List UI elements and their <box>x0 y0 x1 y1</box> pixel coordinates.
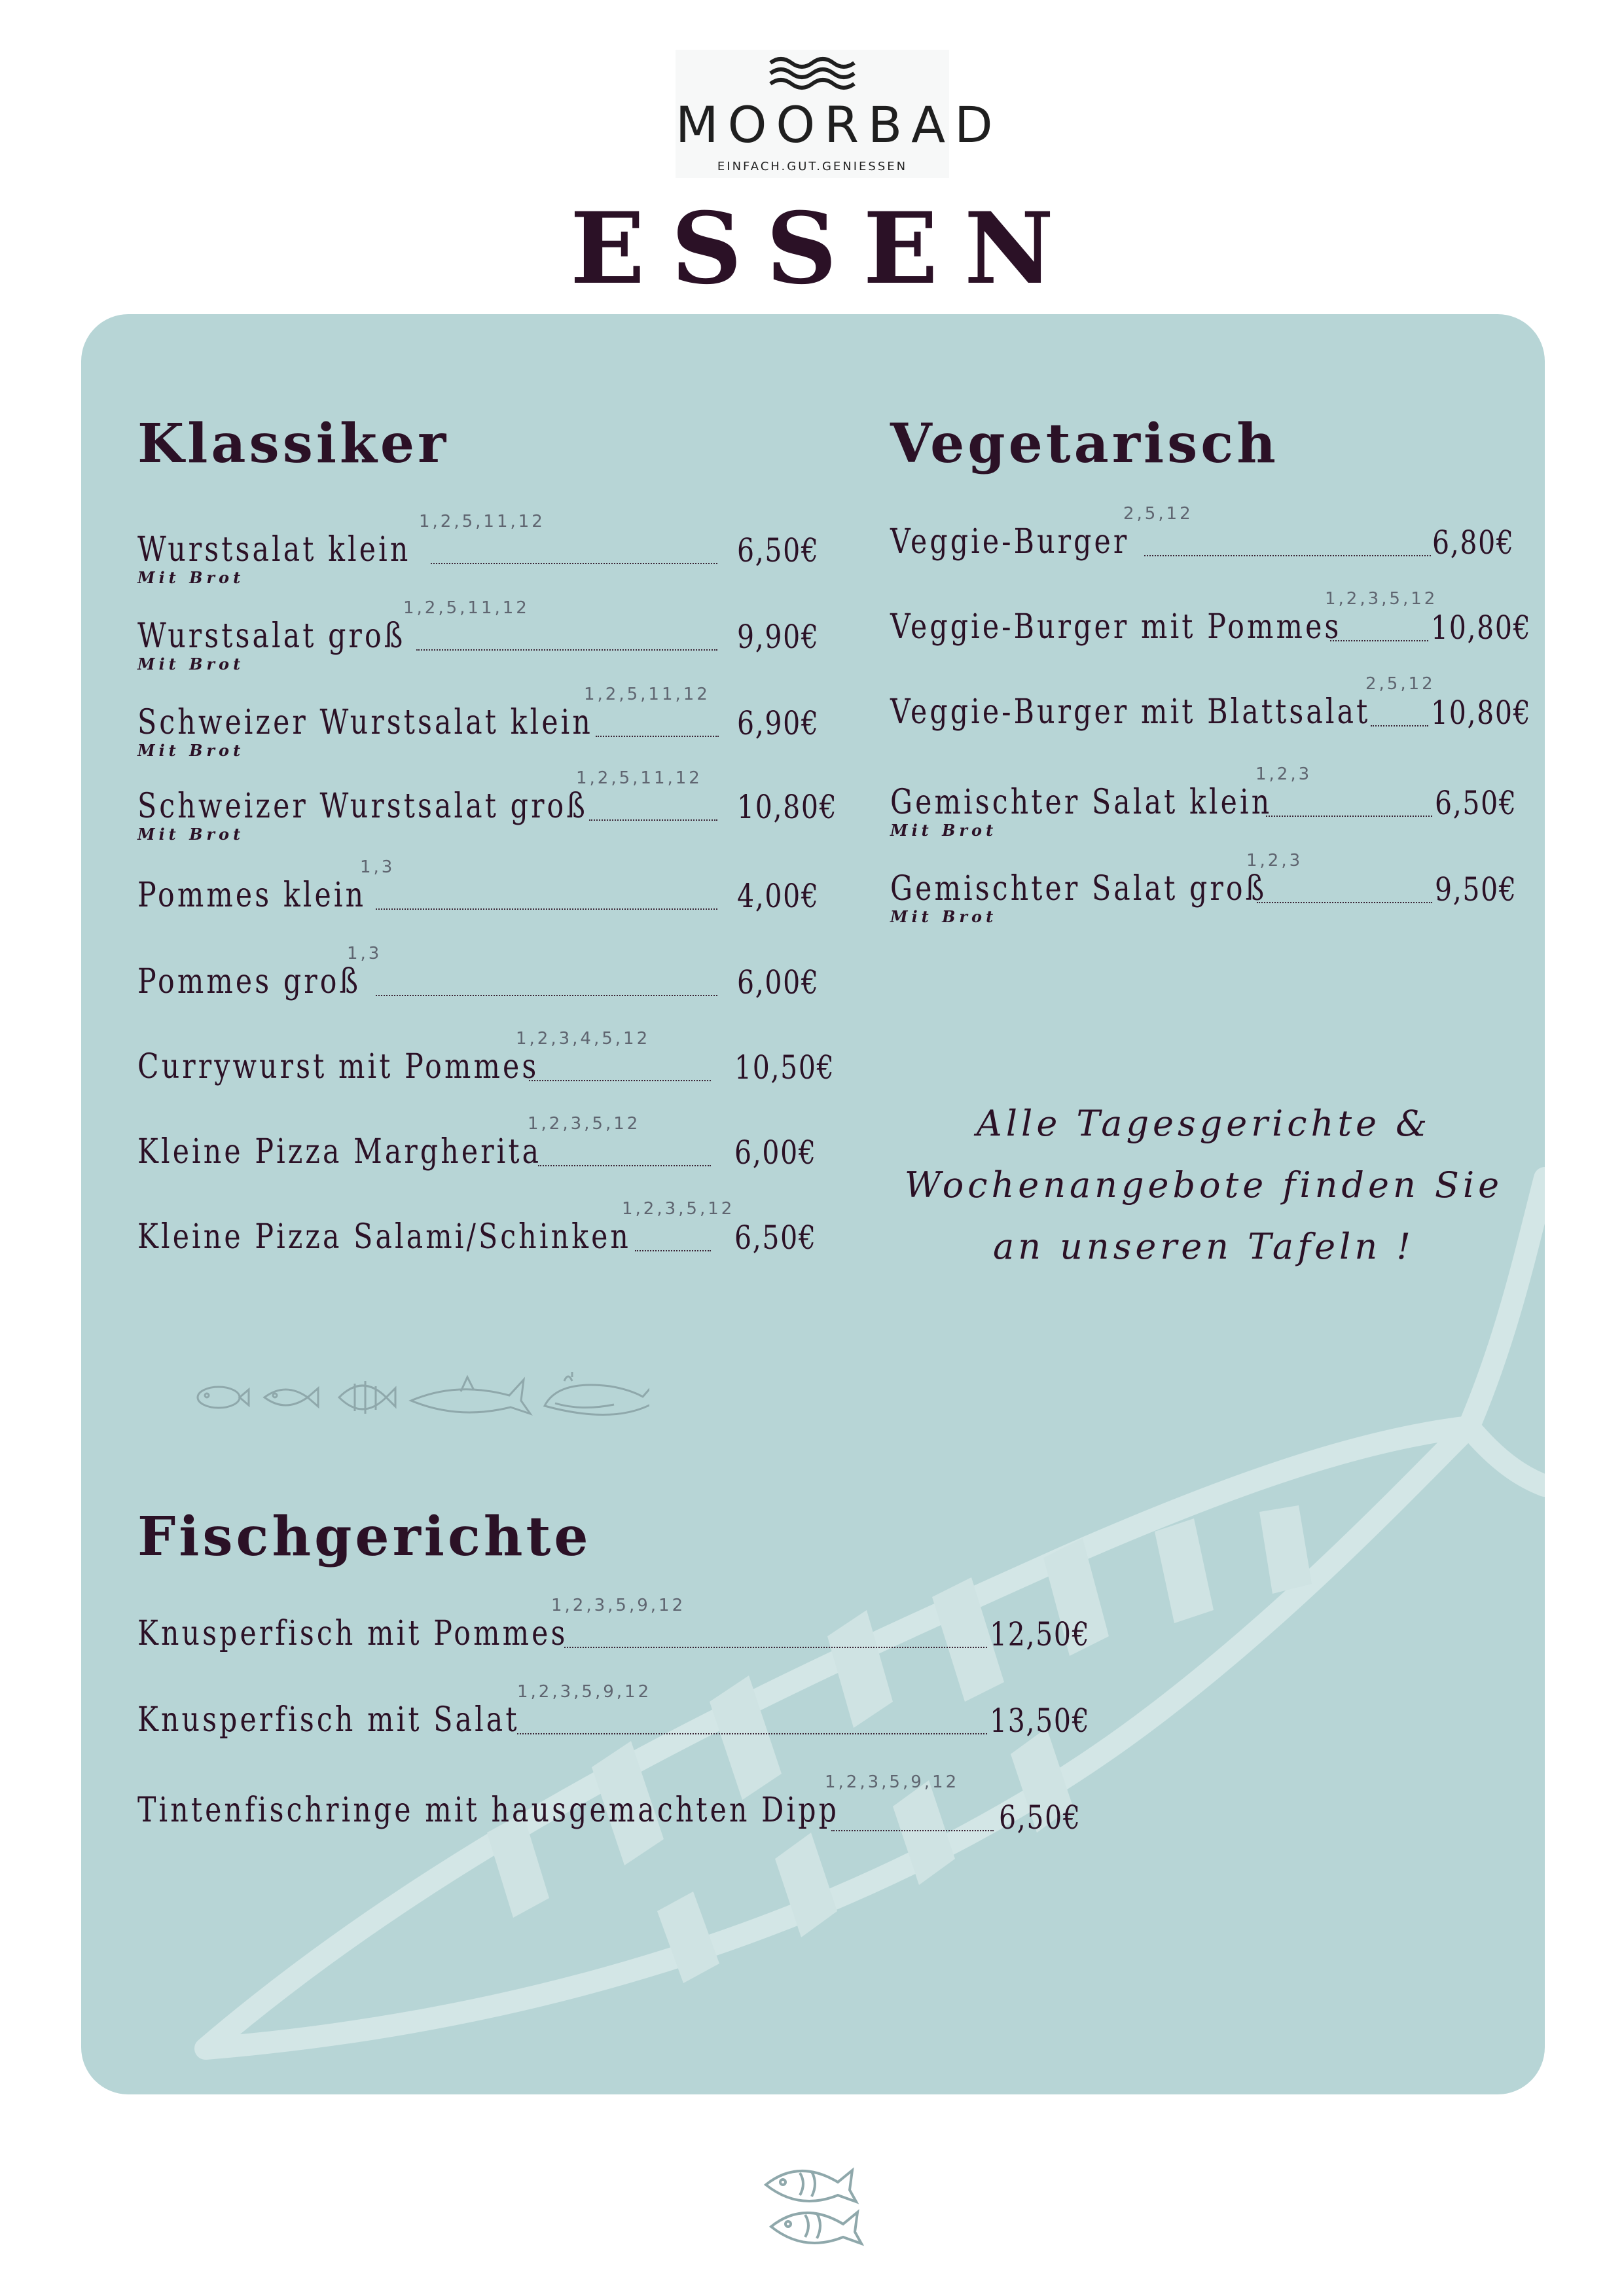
dotted-leader <box>1266 816 1432 817</box>
two-fish-icon <box>759 2153 864 2258</box>
item-price: 6,50€ <box>1435 784 1517 822</box>
note-line: an unseren Tafeln ! <box>993 1226 1415 1267</box>
dotted-leader <box>376 995 717 996</box>
menu-item <box>890 674 1532 771</box>
item-price: 6,50€ <box>999 1799 1081 1837</box>
menu-item <box>137 1682 1119 1779</box>
dotted-leader <box>831 1830 994 1831</box>
menu-item <box>137 857 820 954</box>
item-name: Wurstsalat groß <box>137 617 406 656</box>
item-name: Veggie-Burger mit Blattsalat <box>890 692 1371 732</box>
item-allergens: 1,3 <box>347 944 382 963</box>
item-note: Mit Brot <box>890 821 998 840</box>
item-name: Currywurst mit Pommes <box>137 1047 539 1086</box>
dotted-leader <box>376 908 717 910</box>
item-price: 6,00€ <box>737 963 820 1001</box>
item-price: 10,50€ <box>734 1049 835 1086</box>
menu-item <box>137 512 820 609</box>
fish-icon <box>264 1388 318 1407</box>
item-allergens: 1,2,5,11,12 <box>584 685 710 704</box>
dotted-leader <box>1330 640 1428 641</box>
item-price: 10,80€ <box>1431 609 1532 647</box>
wave-icon <box>767 55 859 93</box>
daily-specials-note <box>873 1093 1534 1278</box>
dotted-leader <box>538 1165 711 1166</box>
dotted-leader <box>416 649 717 651</box>
small-fish-icon <box>198 1387 249 1408</box>
note-line: Wochenangebote finden Sie <box>904 1164 1504 1206</box>
item-price: 4,00€ <box>737 877 820 915</box>
item-allergens: 1,2,3,5,12 <box>622 1199 735 1219</box>
item-name: Veggie-Burger <box>890 522 1130 562</box>
dotted-leader <box>529 1080 711 1081</box>
menu-panel <box>81 314 1545 2094</box>
item-allergens: 1,2,3,5,9,12 <box>551 1596 686 1615</box>
item-note: Mit Brot <box>890 907 998 926</box>
dotted-leader <box>431 563 717 564</box>
item-name: Schweizer Wurstsalat klein <box>137 703 593 742</box>
menu-item <box>137 944 820 1041</box>
item-name: Gemischter Salat groß <box>890 869 1267 908</box>
item-name: Kleine Pizza Margherita <box>137 1132 542 1172</box>
section-title-vegetarisch: Vegetarisch <box>890 412 1279 475</box>
item-price: 13,50€ <box>990 1702 1091 1740</box>
page-title: ESSEN <box>569 191 1081 306</box>
item-name: Gemischter Salat klein <box>890 783 1272 822</box>
item-allergens: 1,2,3,4,5,12 <box>516 1029 651 1049</box>
item-allergens: 1,2,5,11,12 <box>419 512 545 531</box>
dotted-leader <box>1144 555 1431 556</box>
menu-item <box>137 1772 1119 1869</box>
whale-icon <box>545 1372 649 1415</box>
item-allergens: 1,2,3,5,9,12 <box>825 1772 960 1792</box>
item-note: Mit Brot <box>137 568 245 587</box>
item-name: Knusperfisch mit Pommes <box>137 1614 568 1653</box>
logo-tagline: EINFACH.GUT.GENIESSEN <box>717 160 908 173</box>
item-allergens: 2,5,12 <box>1365 674 1435 694</box>
logo <box>676 50 1002 178</box>
item-allergens: 1,2,5,11,12 <box>576 768 702 788</box>
item-price: 10,80€ <box>737 788 838 826</box>
item-price: 9,90€ <box>737 618 820 656</box>
item-allergens: 1,2,3 <box>1246 851 1303 870</box>
item-price: 6,50€ <box>734 1219 817 1257</box>
section-title-fischgerichte: Fischgerichte <box>137 1505 592 1568</box>
dotted-leader <box>596 736 719 737</box>
section-title-klassiker: Klassiker <box>137 412 450 475</box>
item-allergens: 1,3 <box>360 857 395 877</box>
item-name: Pommes klein <box>137 876 367 915</box>
item-allergens: 1,2,5,11,12 <box>403 598 530 618</box>
item-name: Kleine Pizza Salami/Schinken <box>137 1217 631 1257</box>
item-name: Pommes groß <box>137 962 361 1001</box>
item-note: Mit Brot <box>137 741 245 760</box>
dotted-leader <box>1371 725 1428 726</box>
menu-item <box>137 1029 835 1126</box>
menu-item <box>890 764 1519 861</box>
dotted-leader <box>635 1250 711 1251</box>
item-name: Veggie-Burger mit Pommes <box>890 607 1342 647</box>
item-allergens: 2,5,12 <box>1123 504 1193 524</box>
note-line: Alle Tagesgerichte & <box>976 1103 1432 1144</box>
shark-icon <box>411 1377 530 1414</box>
item-price: 6,00€ <box>734 1134 817 1172</box>
fish-icon-row <box>191 1368 649 1427</box>
item-price: 6,80€ <box>1432 524 1515 562</box>
item-note: Mit Brot <box>137 825 245 844</box>
item-name: Tintenfischringe mit hausgemachten Dipp <box>137 1791 839 1830</box>
item-allergens: 1,2,3,5,12 <box>1325 589 1438 609</box>
dotted-leader <box>589 819 717 821</box>
item-note: Mit Brot <box>137 655 245 673</box>
item-allergens: 1,2,3,5,9,12 <box>517 1682 652 1702</box>
item-name: Wurstsalat klein <box>137 530 411 569</box>
item-price: 6,50€ <box>737 531 820 569</box>
item-price: 12,50€ <box>990 1615 1091 1653</box>
item-name: Knusperfisch mit Salat <box>137 1700 520 1740</box>
item-price: 6,90€ <box>737 704 820 742</box>
dotted-leader <box>517 1733 987 1734</box>
item-allergens: 1,2,3 <box>1255 764 1312 784</box>
item-name: Schweizer Wurstsalat groß <box>137 787 588 826</box>
menu-item <box>137 768 838 865</box>
item-price: 9,50€ <box>1435 870 1517 908</box>
striped-fish-icon <box>339 1381 395 1414</box>
item-price: 10,80€ <box>1431 694 1532 732</box>
menu-item <box>137 1199 817 1296</box>
logo-name: MOORBAD <box>676 96 1002 154</box>
menu-item <box>137 598 820 695</box>
menu-item <box>890 851 1519 948</box>
dotted-leader <box>1257 902 1432 903</box>
menu-item <box>137 1596 1119 1693</box>
item-allergens: 1,2,3,5,12 <box>528 1114 641 1134</box>
dotted-leader <box>564 1647 987 1648</box>
